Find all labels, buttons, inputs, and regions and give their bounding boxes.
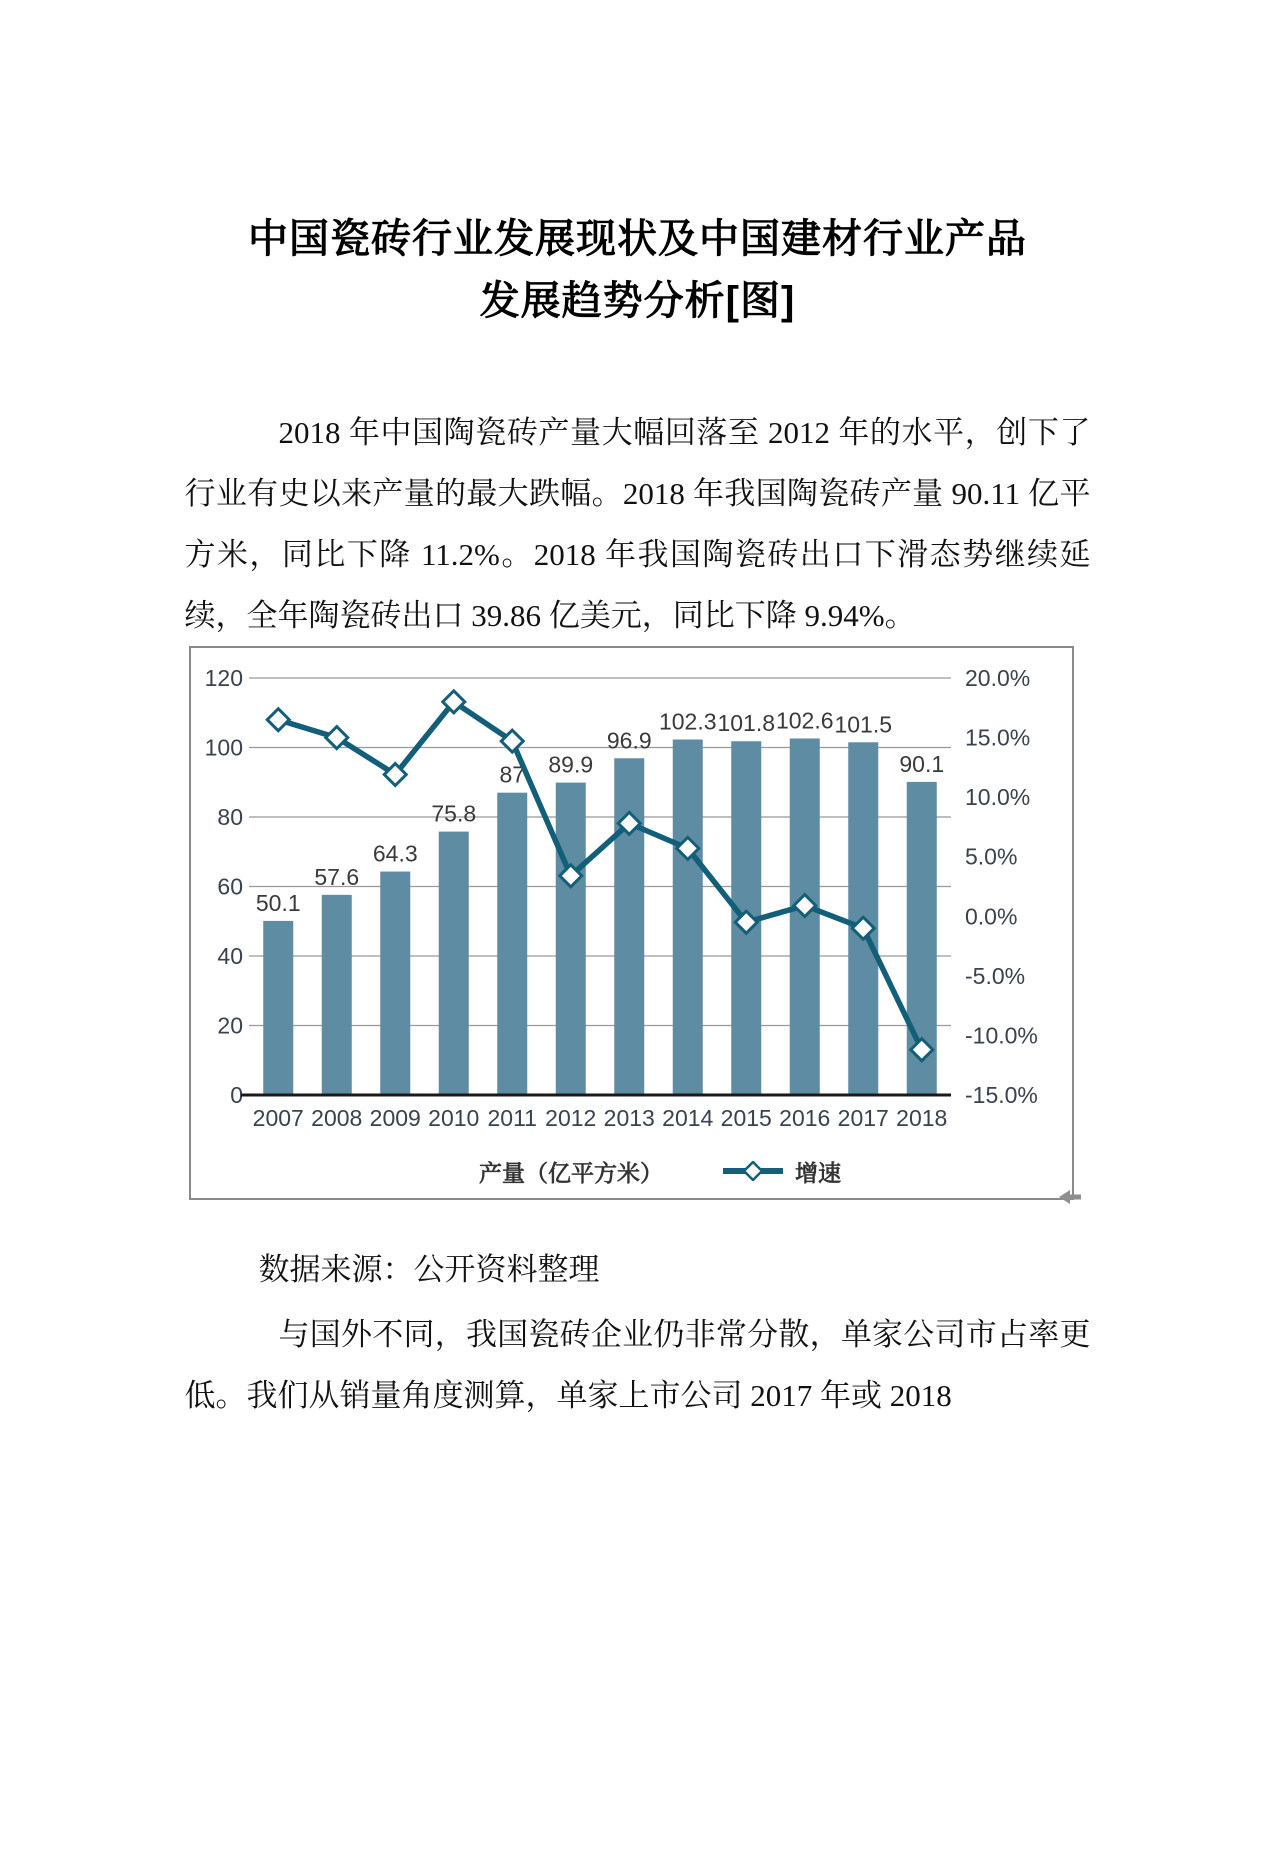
right-axis-tick-200: 20.0%	[964, 665, 1030, 691]
bar-2011	[497, 793, 527, 1095]
growth-line	[278, 702, 922, 1050]
legend-bar-label: 产量（亿平方米）	[479, 1159, 663, 1186]
bar-label-2012: 89.9	[547, 751, 593, 778]
bar-2009	[380, 872, 410, 1095]
paragraph-market-fragmentation: 与国外不同，我国瓷砖企业仍非常分散，单家公司市占率更低。我们从销量角度测算，单家上市公司 2017 年或 2018	[184, 1317, 1091, 1413]
bar-label-2017: 101.5	[833, 711, 892, 738]
resize-handle-icon	[1058, 1188, 1084, 1206]
x-axis-label-2011: 2011	[487, 1105, 537, 1131]
x-axis-label-2018: 2018	[895, 1105, 947, 1131]
left-axis-tick-80: 80	[216, 804, 243, 830]
right-axis-tick-150: 15.0%	[964, 724, 1030, 751]
right-axis-tick--150: -15.0%	[964, 1082, 1038, 1108]
bar-2008	[321, 895, 351, 1095]
legend-bar-swatch	[421, 1163, 467, 1179]
bar-2012	[555, 783, 585, 1095]
x-axis-label-2017: 2017	[837, 1105, 889, 1131]
bar-label-2016: 102.6	[775, 707, 834, 734]
right-axis-tick-100: 10.0%	[964, 784, 1030, 811]
x-axis-label-2014: 2014	[661, 1105, 713, 1131]
x-axis-label-2007: 2007	[252, 1105, 304, 1131]
left-axis-tick-20: 20	[216, 1012, 243, 1039]
x-axis-label-2010: 2010	[427, 1105, 479, 1131]
growth-marker-2007	[267, 709, 289, 731]
x-axis-label-2009: 2009	[369, 1105, 421, 1131]
x-axis-label-2015: 2015	[720, 1105, 772, 1131]
bar-label-2018: 90.1	[898, 750, 944, 777]
x-axis-label-2013: 2013	[603, 1105, 655, 1131]
left-axis-tick-120: 120	[204, 665, 243, 691]
right-axis-tick--50: -5.0%	[964, 962, 1025, 989]
bar-label-2013: 96.9	[606, 727, 652, 754]
bar-label-2010: 75.8	[430, 800, 476, 827]
bar-label-2007: 50.1	[255, 889, 301, 916]
left-axis-tick-40: 40	[216, 943, 243, 969]
bar-2010	[438, 832, 468, 1095]
paragraph-production-overview: 2018 年中国陶瓷砖产量大幅回落至 2012 年的水平，创下了行业有史以来产量的最大跌幅。2018 年我国陶瓷砖产量 90.11 亿平方米，同比下降 11.2%。2018 年我国陶瓷砖出口下滑态势继续延续，全年陶瓷砖出口 39.86 亿美元，同比下降 9.94%。	[184, 415, 1091, 633]
right-axis-tick--100: -10.0%	[964, 1022, 1038, 1049]
right-axis-tick-00: 0.0%	[964, 903, 1017, 930]
bar-2014	[672, 740, 702, 1095]
chart-legend	[191, 1144, 1072, 1198]
legend-line-marker-icon	[721, 1161, 785, 1181]
x-axis-label-2012: 2012	[544, 1105, 596, 1131]
article-title-line2: 发展趋势分析[图]	[479, 279, 796, 323]
right-axis-tick-50: 5.0%	[964, 843, 1017, 870]
x-axis-label-2016: 2016	[778, 1105, 830, 1131]
bar-label-2008: 57.6	[313, 863, 359, 890]
left-axis-tick-60: 60	[216, 873, 243, 900]
bar-label-2015: 101.8	[716, 710, 775, 737]
article-title-line1: 中国瓷砖行业发展现状及中国建材行业产品	[248, 217, 1027, 261]
bar-2007	[263, 921, 293, 1095]
production-growth-chart	[189, 646, 1074, 1200]
bar-label-2011: 87	[498, 761, 525, 788]
chart-canvas	[191, 648, 1072, 1144]
bar-2013	[614, 758, 644, 1095]
legend-item-growth	[721, 1155, 841, 1188]
left-axis-tick-100: 100	[204, 734, 243, 761]
left-axis-tick-0: 0	[229, 1082, 243, 1108]
article-title	[185, 208, 1091, 332]
x-axis-label-2008: 2008	[310, 1105, 362, 1131]
data-source-caption: 数据来源：公开资料整理	[258, 1252, 600, 1287]
bar-label-2009: 64.3	[372, 840, 418, 867]
legend-item-production	[421, 1155, 663, 1188]
legend-line-label: 增速	[795, 1159, 841, 1186]
bar-label-2014: 102.3	[658, 708, 717, 735]
document-page	[185, 208, 1091, 1426]
